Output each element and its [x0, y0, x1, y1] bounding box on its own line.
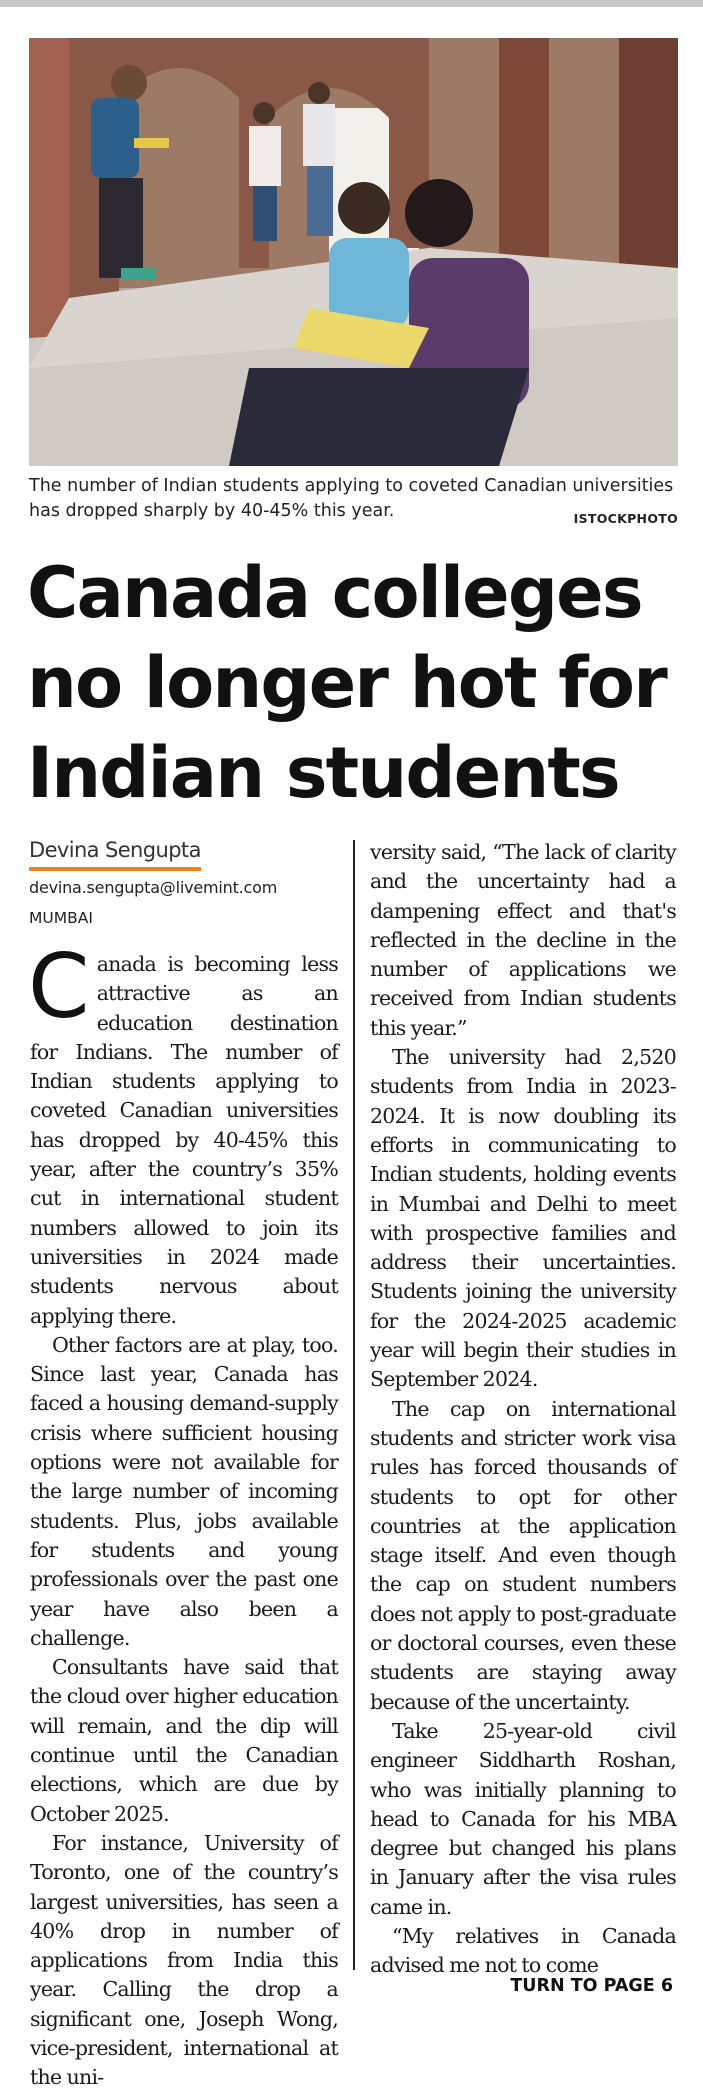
byline-email[interactable]: devina.sengupta@livemint.com: [29, 878, 278, 897]
article-paragraph: Consultants have said that the cloud over higher education will remain, and the dip will continue until the Canadian elections, which are due by October 2025.: [30, 1655, 338, 1826]
article-column-left: [28, 935, 338, 2093]
top-rule: [0, 0, 703, 7]
dateline: MUMBAI: [29, 909, 93, 927]
article-paragraph: Take 25-year-old civil engineer Siddharth Roshan, who was initially planning to head to Canada for his MBA degree but changed his plans in January after the visa rules came in.: [370, 1718, 676, 1919]
column-divider: [353, 840, 355, 1970]
article-paragraph: “My relatives in Canada advised me not to come: [370, 1923, 676, 1978]
article-paragraph: The cap on international students and stricter work visa rules has forced thousands of students to opt for other countries at the application stage itself. And even though the cap on student numbers does not apply to post-graduate or doctoral courses, even these students are staying away because of the uncertainty.: [370, 1396, 676, 1714]
headline: Canada colleges no longer hot for Indian students: [27, 552, 666, 814]
drop-cap: C: [28, 935, 89, 1038]
article-paragraph: For instance, University of Toronto, one of the country’s largest universities, has seen a 40% drop in number of applications from India this year. Calling the drop a significant one, Joseph Wong, vice-president, international at the uni-: [30, 1830, 338, 2090]
byline-author: Devina Sengupta: [29, 838, 201, 862]
article-paragraph: Other factors are at play, too. Since last year, Canada has faced a housing demand-supply crisis where sufficient housing options were not available for the large number of incoming students. Plus, jobs available for students and young professionals over the past one year have also been a challenge.: [30, 1332, 338, 1650]
article-paragraph: versity said, “The lack of clarity and the uncertainty had a dampening effect and that's reflected in the decline in the number of applications we received from Indian students this year.”: [370, 840, 676, 1040]
photo-credit: ISTOCKPHOTO: [573, 511, 678, 526]
turn-to-page[interactable]: TURN TO PAGE 6: [510, 1976, 673, 1996]
article-paragraph: The university had 2,520 students from India in 2023-2024. It is now doubling its efforts in communicating to Indian students, holding events in Mumbai and Delhi to meet with prospective families and address their uncertainties. Students joining the university for the 2024-2025 academic year will begin their studies in September 2024.: [370, 1045, 676, 1392]
caption-text: The number of Indian students applying to coveted Canadian universities has dropped sharply by 40-45% this year.: [29, 476, 674, 521]
article-photo: [29, 38, 678, 466]
byline-underline: [29, 867, 201, 871]
photo-caption: [29, 474, 678, 531]
paragraph-text: anada is becoming less attractive as an education destination for Indians. The number of Indian students applying to coveted Canadian universities has dropped by 40-45% this year, after the country’s 35% cut in international student numbers allowed to join its universities in 2024 made students nervous about applying there.: [30, 952, 338, 1328]
article-column-right: [370, 838, 676, 1981]
article-paragraph: [28, 935, 338, 1331]
